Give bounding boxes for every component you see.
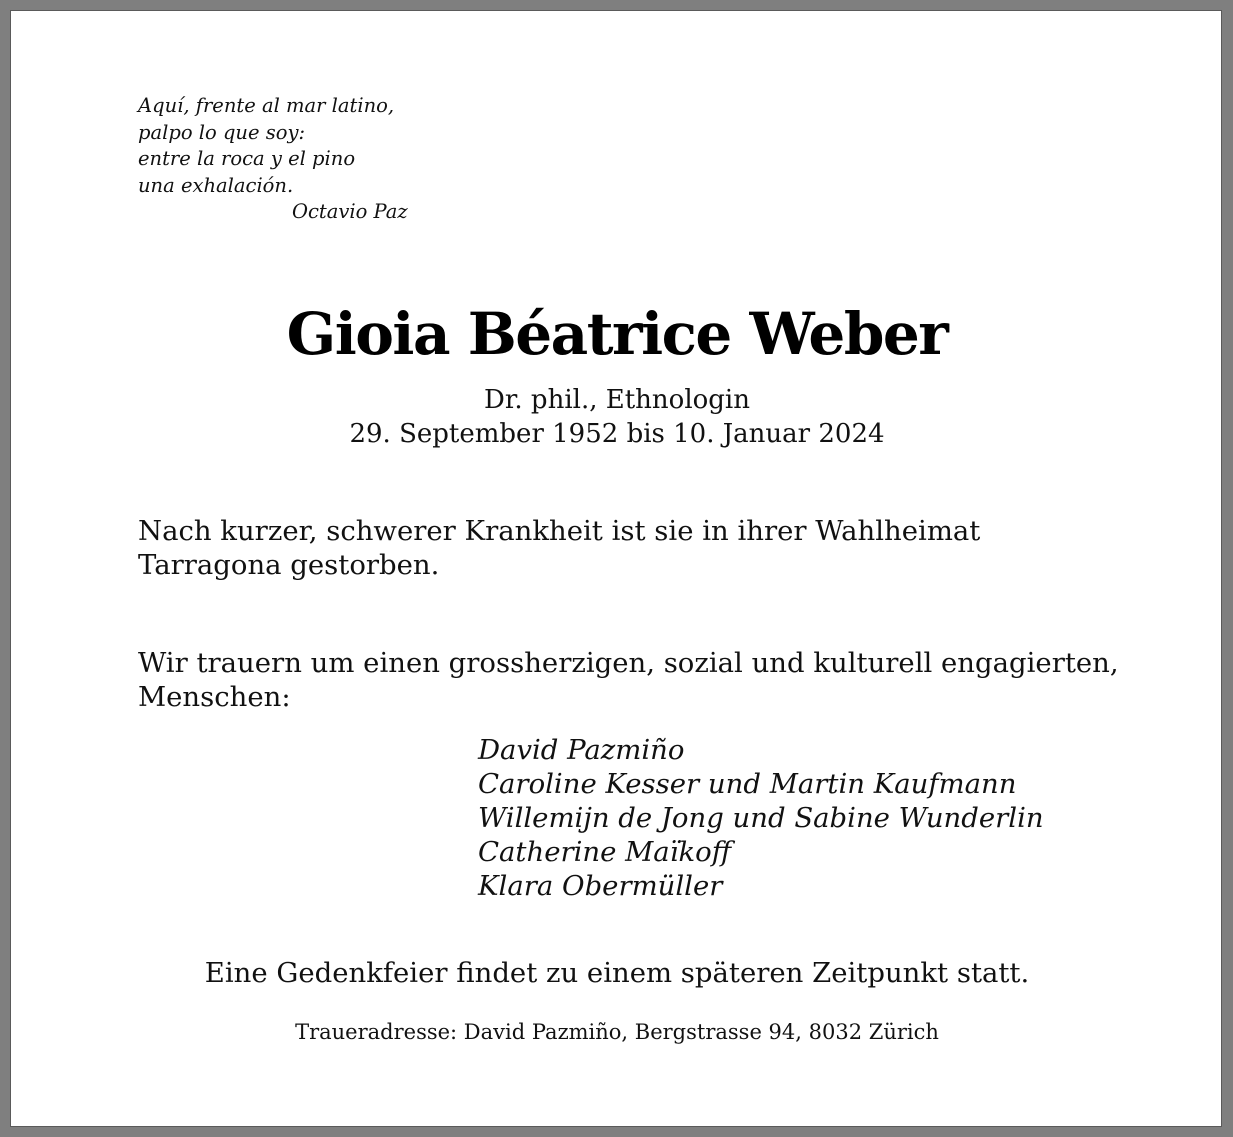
epigraph-line: una exhalación. xyxy=(138,173,294,197)
epigraph-line: palpo lo que soy: xyxy=(138,120,306,144)
deceased-name: Gioia Béatrice Weber xyxy=(286,300,948,368)
epigraph-poem xyxy=(138,93,408,226)
death-notice-paragraph: Nach kurzer, schwerer Krankheit ist sie in ihrer Wahlheimat Tarragona gestorben. xyxy=(138,515,981,581)
epigraph-line: entre la roca y el pino xyxy=(138,147,356,170)
mourner-name: Willemijn de Jong und Sabine Wunderlin xyxy=(478,802,1044,834)
epigraph-line: Aquí, frente al mar latino, xyxy=(138,94,395,117)
mourners-list xyxy=(478,733,1044,903)
mourner-name: Klara Obermüller xyxy=(478,870,723,902)
epigraph-author: Octavio Paz xyxy=(292,200,408,223)
mourner-name: David Pazmiño xyxy=(478,734,685,766)
mourning-address: Traueradresse: David Pazmiño, Bergstrasse 94, 8032 Zürich xyxy=(295,1020,939,1044)
obituary-page xyxy=(10,10,1222,1127)
deceased-dates: 29. September 1952 bis 10. Januar 2024 xyxy=(349,419,885,449)
mourner-name: Caroline Kesser und Martin Kaufmann xyxy=(478,768,1017,800)
memorial-service-note: Eine Gedenkfeier findet zu einem späteren Zeitpunkt statt. xyxy=(204,957,1030,989)
mourner-name: Catherine Maïkoff xyxy=(478,836,732,868)
mourning-paragraph: Wir trauern um einen grossherzigen, sozial und kulturell engagierten, Menschen: xyxy=(138,647,1119,713)
deceased-title: Dr. phil., Ethnologin xyxy=(483,385,750,415)
